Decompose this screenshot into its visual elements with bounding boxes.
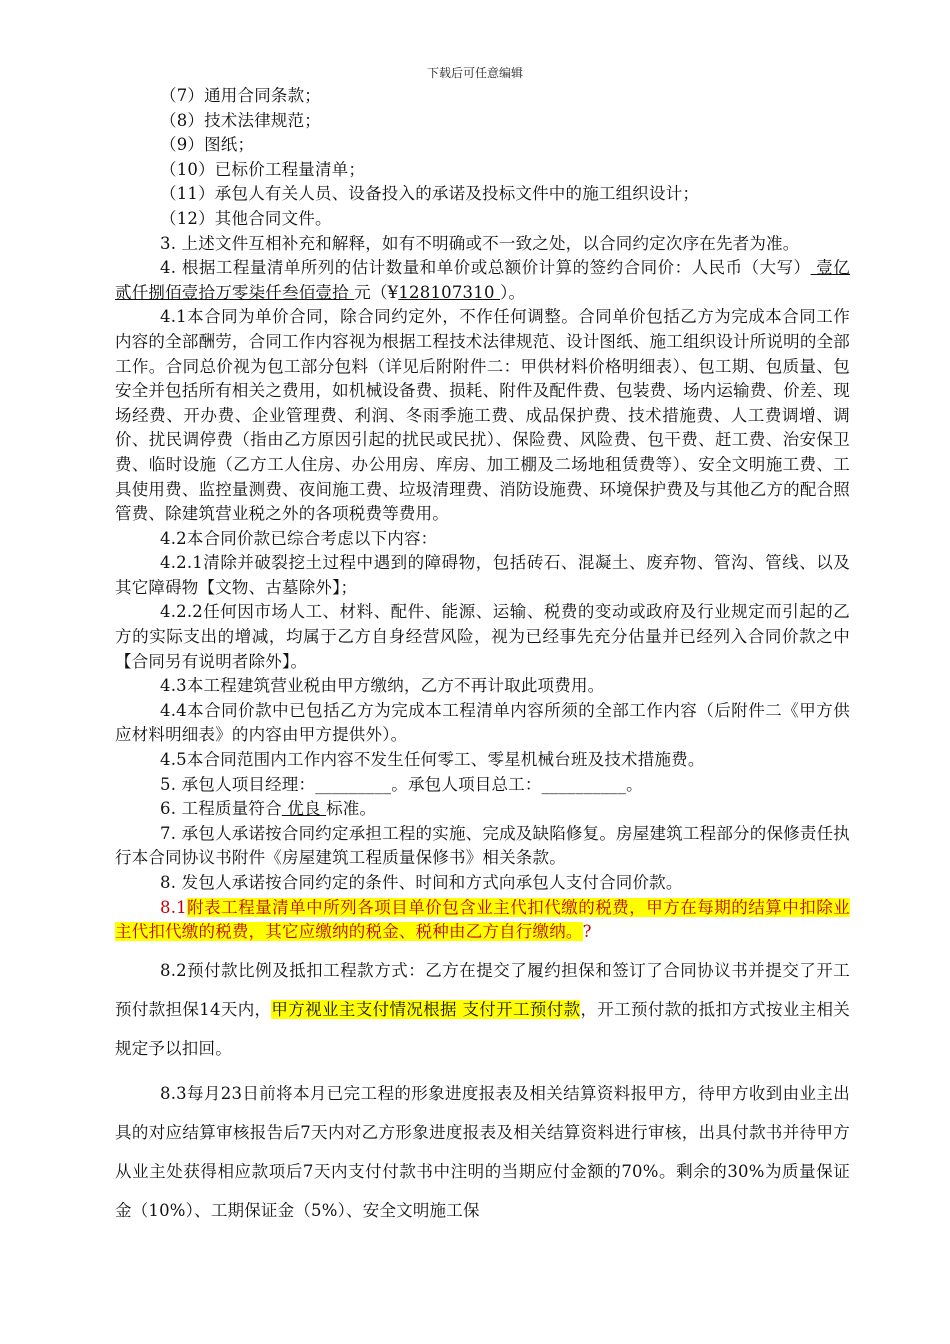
clause-8-2-end: ，开工预付款的抵扣方式按业主相关规定予以扣回。: [115, 999, 851, 1058]
clause-4-end: ）。: [500, 282, 526, 302]
clause-4-2-1: 4.2.1清除并破裂挖土过程中遇到的障碍物，包括砖石、混凝土、废弃物、管沟、管线、以及其它障碍物【文物、古墓除外】；: [115, 553, 850, 597]
project-manager-blank: _________: [315, 774, 392, 794]
clause-4-2: 4.2本合同价款已综合考虑以下内容：: [160, 528, 438, 548]
clause-8: 8. 发包人承诺按合同约定的条件、时间和方式向承包人支付合同价款。: [160, 873, 683, 892]
list-item-8: （8）技术法律规范；: [160, 110, 321, 130]
list-item-11: （11）承包人有关人员、设备投入的承诺及投标文件中的施工组织设计；: [160, 184, 700, 204]
clause-4-4: 4.4本合同价款中已包括乙方为完成本工程清单内容所须的全部工作内容（后附件二《甲方供应材料明细表》的内容由甲方提供外）。: [115, 700, 850, 745]
clause-8-3: 8.3每月23日前将本月已完工程的形象进度报表及相关结算资料报甲方，待甲方收到由业主出具的对应结算审核报告后7天内对乙方形象进度报表及相关结算资料进行审核，出具付款书并待甲方从业主处获得相应款项后7天内支付付款书中注明的当期应付金额的70%。剩余的30%为质量保证金（10%）、工期保证金（5%）、安全文明施工保: [115, 1083, 850, 1220]
clause-8-1-highlight: 附表工程量清单中所列各项目单价包含业主代扣代缴的税费，甲方在每期的结算中扣除业主代扣代缴的税费，其它应缴纳的税金、税种由乙方自行缴纳。: [115, 897, 850, 942]
clause-8-1-mark: ?: [582, 922, 592, 942]
list-item-12: （12）其他合同文件。: [160, 208, 332, 228]
clause-5-text: 5. 承包人项目经理：: [160, 774, 316, 794]
clause-4-1: 4.1本合同为单价合同，除合同约定外，不作任何调整。合同单价包括乙方为完成本合同工作内容的全部酬劳，合同工作内容视为根据工程技术法律规范、设计图纸、施工组织设计所说明的全部工作。合同总价视为包工部分包料（详见后附附件二：甲供材料价格明细表）、包工期、包质量、包安全并包括所有相关之费用，如机械设备费、损耗、附件及配件费、包装费、场内运输费、价差、现场经费、开办费、企业管理费、利润、冬雨季施工费、成品保护费、技术措施费、人工费调增、调价、扰民调停费（指由乙方原因引起的扰民或民扰）、保险费、风险费、包干费、赶工费、治安保卫费、临时设施（乙方工人住房、办公用房、库房、加工棚及二场地租赁费等）、安全文明施工费、工具使用费、监控量测费、夜间施工费、垃圾清理费、消防设施费、环境保护费及与其他乙方的配合照管费、除建筑营业税之外的各项税费等费用。: [115, 307, 850, 524]
chief-engineer-blank: __________: [541, 774, 627, 794]
clause-4-currency: 元（¥: [354, 282, 399, 302]
clause-8-1-number: 8.1: [160, 897, 187, 917]
clause-8-2-text: 8.2预付款比例及抵扣工程款方式：乙方在提交了履约担保和签订了合同协议书并提交了开工预付款担保14天内，: [115, 960, 850, 1019]
clause-6-text: 6. 工程质量符合: [160, 799, 282, 819]
list-item-10: （10）已标价工程量清单；: [160, 159, 366, 179]
clause-4-5: 4.5本合同范围内工作内容不发生任何零工、零星机械台班及技术措施费。: [160, 750, 705, 770]
clause-4: [115, 256, 850, 305]
list-item-7: （7）通用合同条款；: [160, 86, 321, 105]
clause-3: 3. 上述文件互相补充和解释，如有不明确或不一致之处，以合同约定次序在先者为准。: [160, 233, 800, 253]
quality-grade: 优良: [281, 799, 327, 819]
clause-8-1: [115, 896, 850, 945]
clause-4-text: 4. 根据工程量清单所列的估计数量和单价或总额价计算的签约合同价：人民币（大写）: [160, 258, 811, 278]
page-header: 下载后可任意编辑: [426, 66, 523, 80]
clause-7: 7. 承包人承诺按合同约定承担工程的实施、完成及缺陷修复。房屋建筑工程部分的保修责任执行本合同协议书附件《房屋建筑工程质量保修书》相关条款。: [115, 823, 850, 868]
contract-amount-words: 壹亿贰仟捌佰壹拾万零柒仟叁佰壹拾: [115, 258, 850, 302]
list-item-9: （9）图纸；: [160, 135, 255, 155]
clause-5: [115, 773, 850, 798]
clause-5-mid: 。承包人项目总工：: [391, 774, 542, 794]
clause-4-2-2: 4.2.2任何因市场人工、材料、配件、能源、运输、税费的变动或政府及行业规定而引起的乙方的实际支出的增减，均属于乙方自身经营风险，视为已经事先充分估量并已经列入合同价款之中【合同另有说明者除外】。: [115, 602, 850, 671]
clause-4-3: 4.3本工程建筑营业税由甲方缴纳，乙方不再计取此项费用。: [160, 676, 605, 696]
contract-body: [115, 84, 850, 1230]
contract-amount-number: 128107310: [398, 282, 501, 302]
clause-8-2: [115, 951, 850, 1068]
clause-6: [115, 797, 850, 822]
clause-8-2-highlight: 甲方视业主支付情况根据 支付开工预付款: [271, 999, 581, 1019]
clause-5-end: 。: [626, 774, 643, 794]
clause-6-end: 标准。: [326, 799, 377, 819]
